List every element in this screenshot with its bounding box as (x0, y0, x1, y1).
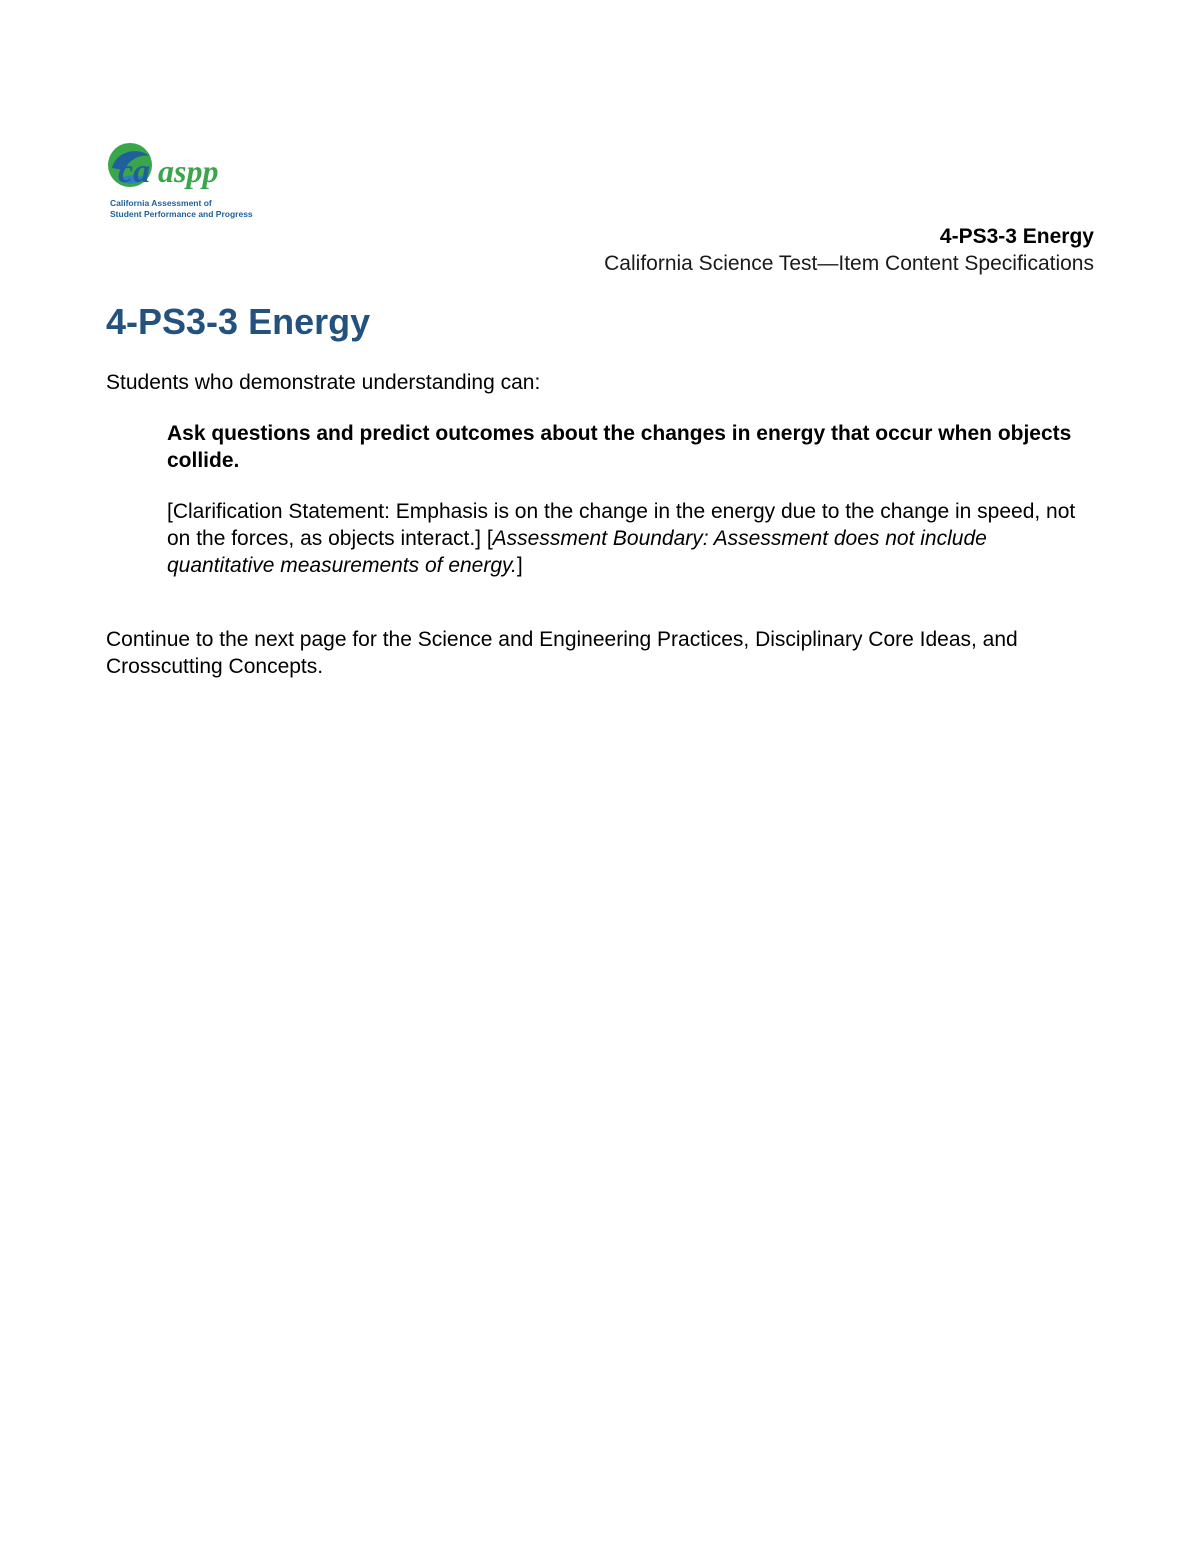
continue-text: Continue to the next page for the Science and Engineering Practices, Disciplinary Core Ideas, and Crosscutting Concepts. (106, 628, 1018, 678)
running-header (394, 224, 1094, 277)
clarification-closing: ] (516, 554, 523, 577)
clarification-statement: [Clarification Statement: Emphasis is on the change in the energy due to the change in speed, not on the forces, as objects interact.] [ (167, 500, 1076, 550)
intro-text: Students who demonstrate understanding can: (106, 371, 541, 394)
logo-line2: Student Performance and Progress (110, 209, 253, 219)
assessment-boundary: Assessment Boundary: Assessment does not include quantitative measurements of energy. (167, 527, 987, 577)
header-subtitle: California Science Test—Item Content Specifications (604, 252, 1094, 275)
header-title: 4-PS3-3 Energy (939, 225, 1094, 248)
logo-wordmark-ca: ca (118, 153, 151, 190)
logo-wordmark-aspp: aspp (158, 153, 219, 189)
caaspp-logo (106, 138, 276, 224)
page-title: 4-PS3-3 Energy (106, 301, 371, 342)
standard-block (167, 420, 1097, 579)
performance-expectation: Ask questions and predict outcomes about the changes in energy that occur when objects collide. (167, 422, 1072, 472)
logo-line1: California Assessment of (110, 198, 212, 208)
clarification-paragraph (167, 498, 1097, 579)
